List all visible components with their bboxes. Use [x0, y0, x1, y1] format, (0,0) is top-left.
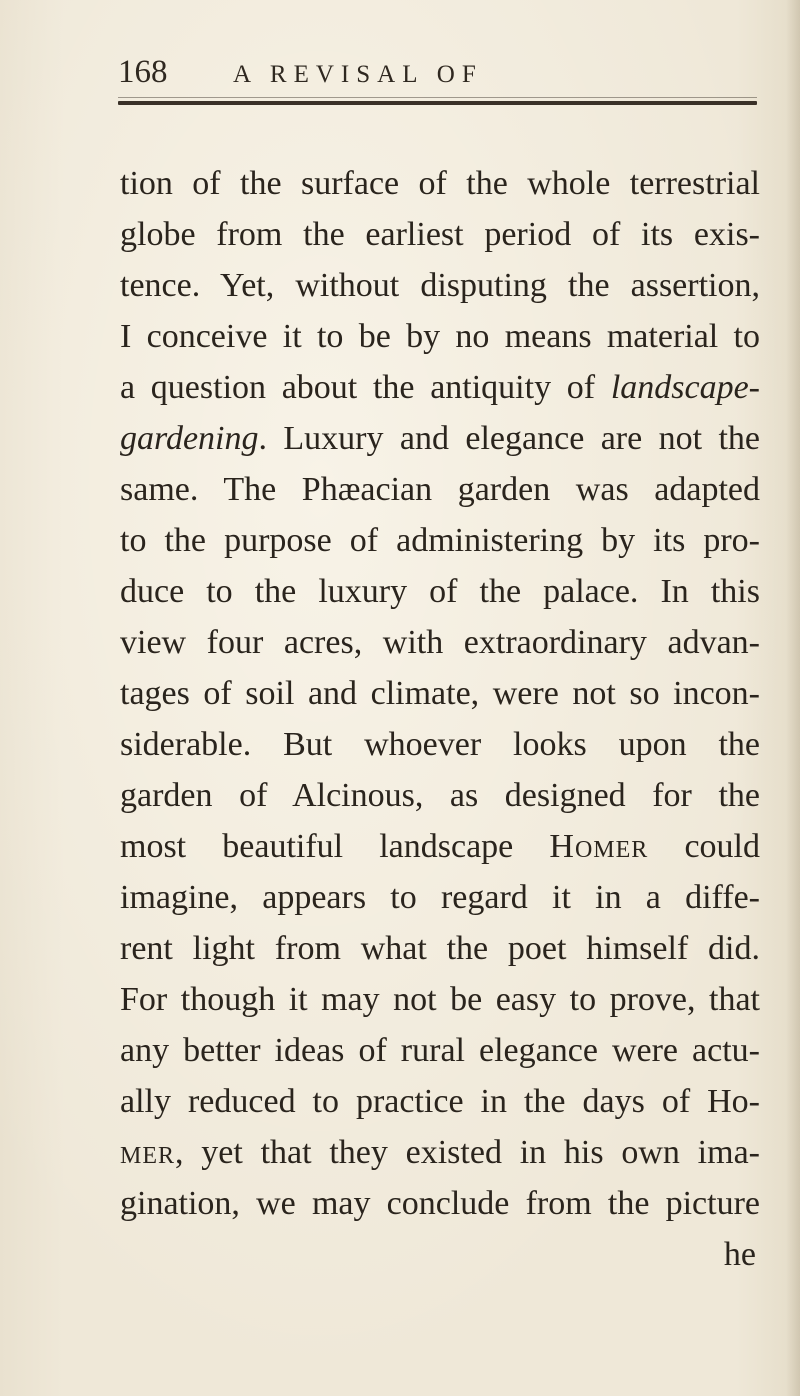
text-line-19: ally reduced to practice in the days of Ho- — [120, 1083, 760, 1120]
text-line-4: I conceive it to be by no means material to — [120, 318, 760, 355]
text-line-21: gination, we may conclude from the picture — [120, 1185, 760, 1222]
italic-term: landscape- — [610, 369, 760, 406]
text-line-7: same. The Phæacian garden was adapted — [120, 471, 760, 508]
header-rule-thin — [118, 97, 757, 98]
text-line-12: siderable. But whoever looks upon the — [120, 726, 760, 763]
text-line-14: most beautiful landscape Homer could — [120, 828, 760, 865]
body-text — [120, 158, 760, 1280]
small-caps-name: Homer — [549, 828, 649, 865]
text-line-11: tages of soil and climate, were not so incon- — [120, 675, 760, 712]
text-line-17: For though it may not be easy to prove, that — [120, 981, 760, 1018]
running-head — [118, 52, 758, 96]
running-title: A REVISAL OF — [233, 61, 483, 88]
catchword: he — [723, 1236, 756, 1273]
text-line-2: globe from the earliest period of its exis- — [120, 216, 760, 253]
text-line-6: gardening. Luxury and elegance are not the — [120, 420, 760, 457]
text-line-5: a question about the antiquity of landscape- — [120, 369, 760, 406]
text-line-3: tence. Yet, without disputing the assertion, — [120, 267, 760, 304]
header-rule — [118, 101, 757, 105]
page-edge-shadow — [786, 0, 800, 1396]
text-line-9: duce to the luxury of the palace. In this — [120, 573, 760, 610]
text-line-18: any better ideas of rural elegance were actu- — [120, 1032, 760, 1069]
text-line-20: mer, yet that they existed in his own ima- — [120, 1134, 760, 1171]
text-line-13: garden of Alcinous, as designed for the — [120, 777, 760, 814]
text-line-10: view four acres, with extraordinary advan- — [120, 624, 760, 661]
italic-term: gardening — [120, 420, 259, 457]
page-number: 168 — [118, 54, 168, 90]
text-line-15: imagine, appears to regard it in a diffe- — [120, 879, 760, 916]
small-caps-name: mer — [120, 1134, 176, 1171]
text-line-1: tion of the surface of the whole terrestrial — [120, 165, 760, 202]
text-line-16: rent light from what the poet himself did. — [120, 930, 760, 967]
text-line-8: to the purpose of administering by its pro- — [120, 522, 760, 559]
